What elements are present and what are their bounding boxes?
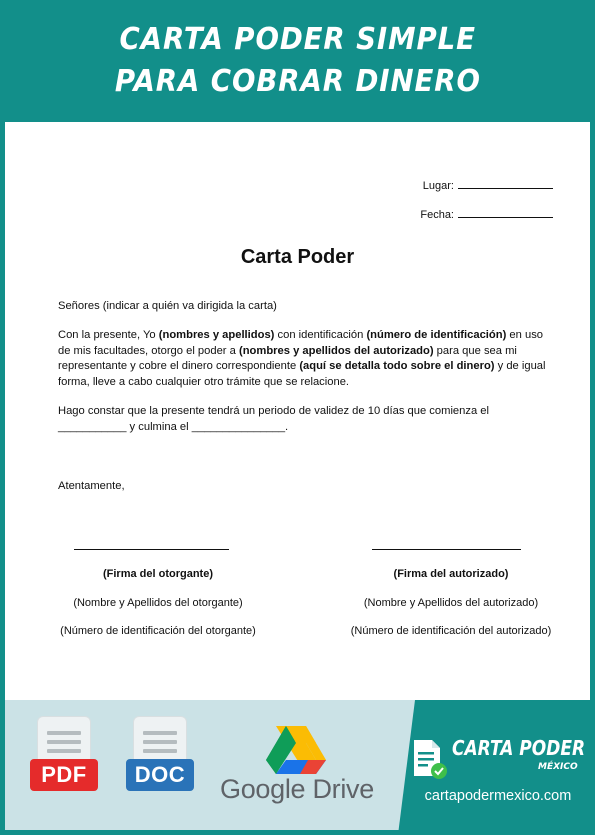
body1-text-2: con identificación bbox=[274, 329, 367, 341]
body1-text-4: para que sea mi representante y cobre el dinero correspondiente bbox=[58, 344, 517, 372]
doc-file-icon[interactable] bbox=[126, 717, 194, 809]
body2-line-2: ___________ y culmina el _______________. bbox=[58, 420, 289, 433]
signer-left-id: (Número de identificación del otorgante) bbox=[60, 625, 256, 637]
body1-bold-2: (número de identificación) bbox=[366, 329, 507, 341]
header-title-line-1: CARTA PODER SIMPLE bbox=[119, 22, 476, 57]
fecha-label: Fecha: bbox=[420, 209, 454, 221]
fecha-blank bbox=[458, 207, 553, 218]
signer-left-name: (Nombre y Apellidos del otorgante) bbox=[73, 597, 243, 609]
salutation: Señores (indicar a quién va dirigida la carta) bbox=[58, 300, 277, 312]
google-drive-icon[interactable] bbox=[266, 726, 326, 774]
body1-bold-3: (nombres y apellidos del autorizado) bbox=[238, 344, 434, 357]
body1-text-3: en uso de mis facultades, otorgo el poder a bbox=[58, 329, 544, 357]
closing: Atentamente, bbox=[58, 480, 125, 492]
signature-line-otorgante bbox=[74, 549, 229, 550]
lugar-field bbox=[423, 178, 553, 192]
body1-text-5: y de igual forma, lleve a cabo cualquier otro trámite que se relacione. bbox=[58, 360, 546, 388]
brand-block[interactable] bbox=[410, 734, 590, 814]
banner-header bbox=[0, 0, 595, 122]
document-page bbox=[5, 122, 590, 700]
pdf-label: PDF bbox=[30, 759, 98, 791]
fecha-field bbox=[420, 207, 553, 221]
doc-label: DOC bbox=[126, 759, 194, 791]
document-check-icon bbox=[412, 738, 448, 780]
signer-left-role: (Firma del otorgante) bbox=[102, 568, 213, 580]
body1-text-1: Con la presente, Yo bbox=[58, 329, 159, 341]
body1-bold-4: (aquí se detalla todo sobre el dinero) bbox=[299, 360, 495, 372]
signer-right-name: (Nombre y Apellidos del autorizado) bbox=[363, 597, 539, 609]
lugar-label: Lugar: bbox=[422, 180, 454, 192]
footer bbox=[0, 700, 595, 835]
brand-subtitle: MÉXICO bbox=[538, 762, 578, 772]
document-title: Carta Poder bbox=[240, 246, 355, 268]
body2-line-1: Hago constar que la presente tendrá un periodo de validez de 10 días que comienza el bbox=[58, 405, 490, 417]
body1-bold-1: (nombres y apellidos) bbox=[158, 329, 275, 341]
brand-url[interactable]: cartapodermexico.com bbox=[424, 788, 572, 804]
signer-right-role: (Firma del autorizado) bbox=[393, 568, 509, 580]
header-title-line-2: PARA COBRAR DINERO bbox=[114, 64, 481, 99]
google-drive-label[interactable]: Google Drive bbox=[220, 774, 374, 804]
body-paragraph-1 bbox=[58, 328, 558, 390]
signature-line-autorizado bbox=[372, 549, 521, 550]
brand-name: CARTA PODER bbox=[452, 736, 586, 760]
pdf-file-icon[interactable] bbox=[30, 717, 98, 809]
signer-right-id: (Número de identificación del autorizado) bbox=[350, 625, 552, 637]
body-paragraph-2 bbox=[58, 404, 558, 435]
lugar-blank bbox=[458, 178, 553, 189]
